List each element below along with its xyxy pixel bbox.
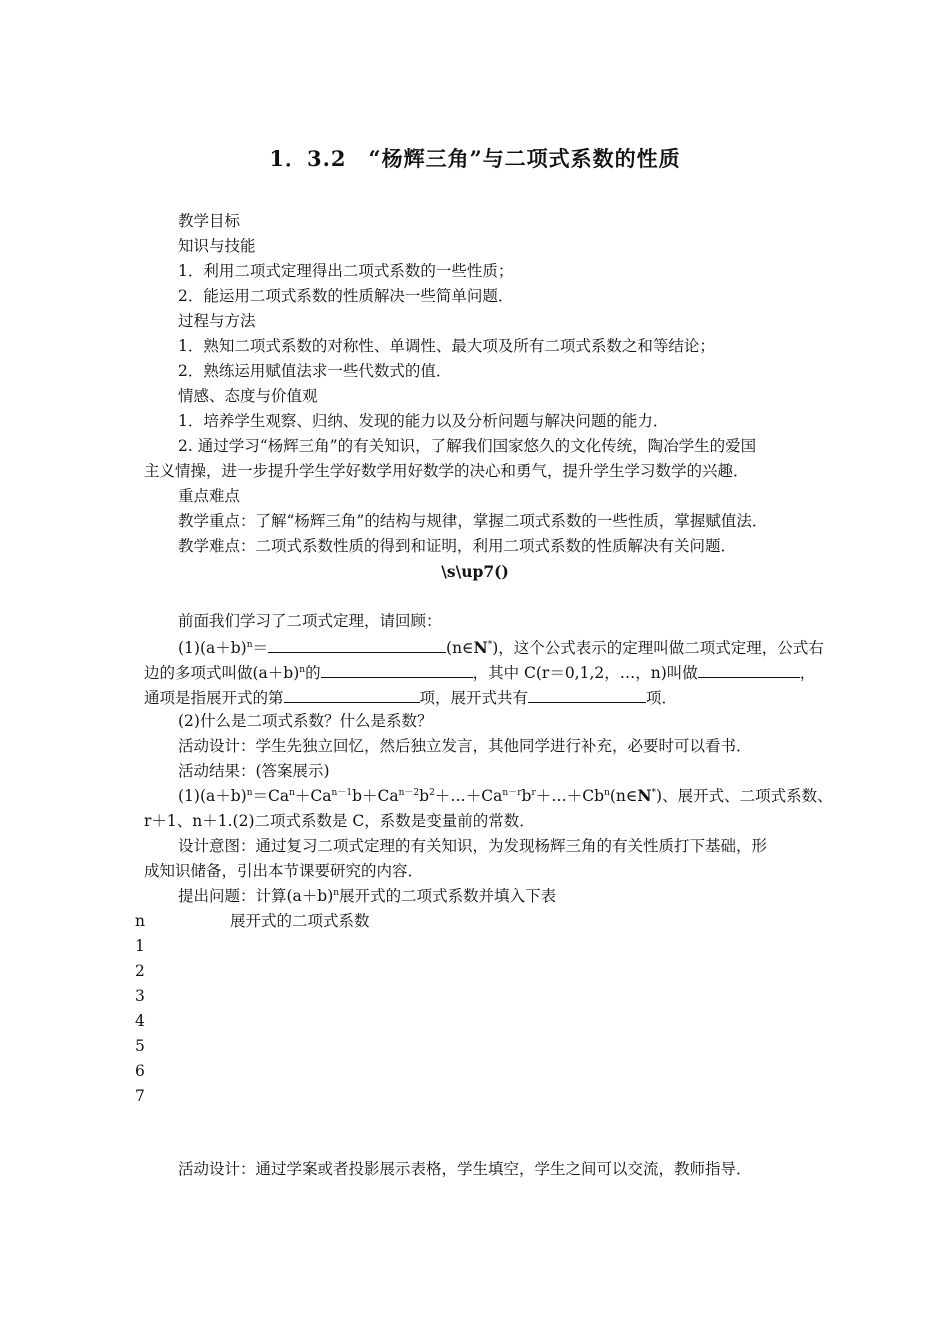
table-row: 1 [135,937,145,955]
table-row: 6 [135,1062,145,1080]
table-header-n: n [135,912,145,930]
raise-question: 提出问题：计算$(a+b)^n$展开式的二项式系数并填入下表 [178,887,557,905]
teaching-difficulty: 教学难点：二项式系数性质的得到和证明，利用二项式系数的性质解决有关问题． [178,537,737,555]
review-question-2: (2)什么是二项式系数？什么是系数？ [178,712,433,730]
fill-blank[interactable] [268,636,446,653]
activity-design: 活动设计：学生先独立回忆，然后独立发言，其他同学进行补充，必要时可以看书． [178,737,752,755]
table-row: 7 [135,1087,145,1105]
answer-line-1: $(1)(a+b)^n=Ca^n+Ca^{n-1}b+Ca^{n-2}b^2+\dots+Ca^{n-r}b^r+\dots+Cb^n(n\in N^*)$、展开式、二项式系数、 [178,786,833,805]
emotion-item-2-line-2: 主义情操，进一步提升学生学好数学用好数学的决心和勇气，提升学生学习数学的兴趣． [144,462,749,480]
table-header-coefficients: 展开式的二项式系数 [230,912,370,930]
fill-blank[interactable] [284,686,420,703]
table-row: 3 [135,987,145,1005]
knowledge-item-1: 1．利用二项式定理得出二项式系数的一些性质； [178,262,514,280]
review-question-1-line-3: 通项是指展开式的第 项，展开式共有 项． [144,686,677,708]
answer-line-2: r＋1、n＋1.(2)二项式系数是 C，系数是变量前的常数． [144,812,535,830]
design-intent-line-1: 设计意图：通过复习二项式定理的有关知识，为发现杨辉三角的有关性质打下基础，形 [178,837,768,855]
review-question-1-line-2: 边的多项式叫做$(a+b)^n$的 ，其中 C(r＝0,1,2，…，n)叫做 ， [144,661,815,683]
process-item-2: 2．熟练运用赋值法求一些代数式的值． [178,362,452,380]
table-row: 5 [135,1037,145,1055]
table-row: 4 [135,1012,145,1030]
activity-result-heading: 活动结果：(答案展示) [178,762,330,780]
teaching-focus: 教学重点：了解“杨辉三角”的结构与规律，掌握二项式系数的一些性质，掌握赋值法． [178,512,768,530]
knowledge-heading: 知识与技能 [178,237,256,255]
page-title: 1．3.2 “杨辉三角”与二项式系数的性质 [269,146,681,171]
review-question-1-line-1: $(1)(a+b)^n=$ (n∈N*)，这个公式表示的定理叫做二项式定理，公式右 [178,638,824,657]
design-intent-line-2: 成知识储备，引出本节课要研究的内容． [144,862,424,880]
table-row: 2 [135,962,145,980]
emotion-item-1: 1．培养学生观察、归纳、发现的能力以及分析问题与解决问题的能力． [178,412,669,430]
emotion-heading: 情感、态度与价值观 [178,387,318,405]
key-points-heading: 重点难点 [178,487,241,505]
fill-blank[interactable] [698,661,800,678]
fill-blank[interactable] [528,686,646,703]
fill-blank[interactable] [321,661,473,678]
objectives-heading: 教学目标 [178,212,241,230]
field-code-text: \s\up7() [441,562,509,581]
activity-design-2: 活动设计：通过学案或者投影展示表格，学生填空，学生之间可以交流，教师指导． [178,1160,752,1178]
emotion-item-2-line-1: 2. 通过学习“杨辉三角”的有关知识，了解我们国家悠久的文化传统，陶冶学生的爱国 [178,437,757,455]
process-heading: 过程与方法 [178,312,256,330]
review-intro: 前面我们学习了二项式定理，请回顾： [178,612,442,630]
process-item-1: 1．熟知二项式系数的对称性、单调性、最大项及所有二项式系数之和等结论； [178,337,715,355]
knowledge-item-2: 2．能运用二项式系数的性质解决一些简单问题． [178,287,514,305]
